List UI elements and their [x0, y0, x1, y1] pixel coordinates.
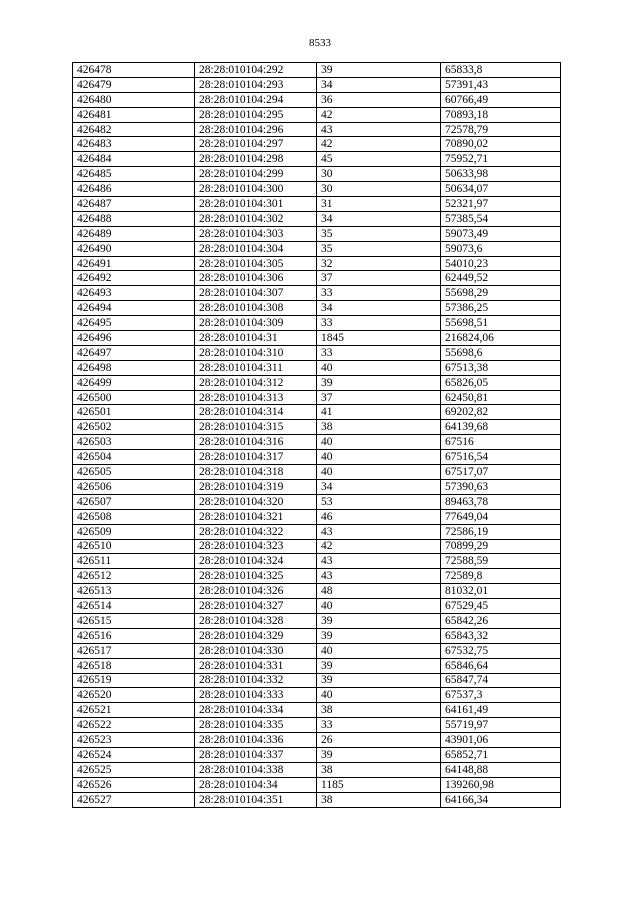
- value-cell: 67517,07: [441, 465, 561, 480]
- value-cell: 89463,78: [441, 494, 561, 509]
- table-row: [73, 92, 561, 107]
- cadastral-number-cell: 28:28:010104:314: [195, 405, 317, 420]
- cadastral-number-cell: 28:28:010104:319: [195, 479, 317, 494]
- value-cell: 60766,49: [441, 92, 561, 107]
- value-cell: 62450,81: [441, 390, 561, 405]
- table-row: [73, 673, 561, 688]
- row-id-cell: 426505: [73, 465, 195, 480]
- value-cell: 72586,19: [441, 524, 561, 539]
- row-id-cell: 426496: [73, 331, 195, 346]
- area-cell: 43: [317, 569, 441, 584]
- area-cell: 37: [317, 390, 441, 405]
- table-row: [73, 360, 561, 375]
- value-cell: 67516,54: [441, 450, 561, 465]
- cadastral-number-cell: 28:28:010104:31: [195, 331, 317, 346]
- cadastral-number-cell: 28:28:010104:300: [195, 182, 317, 197]
- area-cell: 42: [317, 137, 441, 152]
- row-id-cell: 426499: [73, 375, 195, 390]
- value-cell: 67537,3: [441, 688, 561, 703]
- row-id-cell: 426481: [73, 107, 195, 122]
- cadastral-number-cell: 28:28:010104:292: [195, 63, 317, 78]
- cadastral-number-cell: 28:28:010104:306: [195, 271, 317, 286]
- row-id-cell: 426484: [73, 152, 195, 167]
- row-id-cell: 426488: [73, 211, 195, 226]
- area-cell: 37: [317, 271, 441, 286]
- cadastral-number-cell: 28:28:010104:335: [195, 718, 317, 733]
- cadastral-number-cell: 28:28:010104:295: [195, 107, 317, 122]
- table-row: [73, 479, 561, 494]
- table-row: [73, 137, 561, 152]
- table-row: [73, 271, 561, 286]
- value-cell: 139260,98: [441, 777, 561, 792]
- value-cell: 72589,8: [441, 569, 561, 584]
- row-id-cell: 426492: [73, 271, 195, 286]
- value-cell: 50633,98: [441, 167, 561, 182]
- area-cell: 46: [317, 509, 441, 524]
- table-row: [73, 747, 561, 762]
- value-cell: 57386,25: [441, 301, 561, 316]
- cadastral-number-cell: 28:28:010104:329: [195, 628, 317, 643]
- cadastral-number-cell: 28:28:010104:305: [195, 256, 317, 271]
- value-cell: 72578,79: [441, 122, 561, 137]
- cadastral-number-cell: 28:28:010104:298: [195, 152, 317, 167]
- cadastral-number-cell: 28:28:010104:293: [195, 77, 317, 92]
- table-row: [73, 405, 561, 420]
- value-cell: 57385,54: [441, 211, 561, 226]
- row-id-cell: 426483: [73, 137, 195, 152]
- area-cell: 39: [317, 63, 441, 78]
- table-row: [73, 77, 561, 92]
- value-cell: 70890,02: [441, 137, 561, 152]
- row-id-cell: 426524: [73, 747, 195, 762]
- table-row: [73, 197, 561, 212]
- table-row: [73, 256, 561, 271]
- table-row: [73, 465, 561, 480]
- value-cell: 59073,6: [441, 241, 561, 256]
- area-cell: 39: [317, 747, 441, 762]
- value-cell: 70899,29: [441, 539, 561, 554]
- value-cell: 55698,6: [441, 345, 561, 360]
- cadastral-number-cell: 28:28:010104:311: [195, 360, 317, 375]
- area-cell: 40: [317, 360, 441, 375]
- cadastral-number-cell: 28:28:010104:310: [195, 345, 317, 360]
- value-cell: 69202,82: [441, 405, 561, 420]
- area-cell: 43: [317, 524, 441, 539]
- area-cell: 34: [317, 479, 441, 494]
- row-id-cell: 426509: [73, 524, 195, 539]
- row-id-cell: 426522: [73, 718, 195, 733]
- table-row: [73, 777, 561, 792]
- table-row: [73, 584, 561, 599]
- row-id-cell: 426526: [73, 777, 195, 792]
- cadastral-number-cell: 28:28:010104:315: [195, 420, 317, 435]
- cadastral-number-cell: 28:28:010104:332: [195, 673, 317, 688]
- cadastral-number-cell: 28:28:010104:351: [195, 792, 317, 807]
- cadastral-number-cell: 28:28:010104:323: [195, 539, 317, 554]
- value-cell: 55719,97: [441, 718, 561, 733]
- area-cell: 38: [317, 703, 441, 718]
- value-cell: 64161,49: [441, 703, 561, 718]
- row-id-cell: 426507: [73, 494, 195, 509]
- area-cell: 38: [317, 420, 441, 435]
- row-id-cell: 426512: [73, 569, 195, 584]
- row-id-cell: 426490: [73, 241, 195, 256]
- table-row: [73, 733, 561, 748]
- cadastral-number-cell: 28:28:010104:324: [195, 554, 317, 569]
- cadastral-number-cell: 28:28:010104:303: [195, 226, 317, 241]
- value-cell: 62449,52: [441, 271, 561, 286]
- value-cell: 65843,32: [441, 628, 561, 643]
- row-id-cell: 426511: [73, 554, 195, 569]
- value-cell: 54010,23: [441, 256, 561, 271]
- cadastral-number-cell: 28:28:010104:336: [195, 733, 317, 748]
- row-id-cell: 426513: [73, 584, 195, 599]
- row-id-cell: 426520: [73, 688, 195, 703]
- cadastral-number-cell: 28:28:010104:317: [195, 450, 317, 465]
- area-cell: 42: [317, 539, 441, 554]
- row-id-cell: 426491: [73, 256, 195, 271]
- row-id-cell: 426508: [73, 509, 195, 524]
- table-row: [73, 152, 561, 167]
- row-id-cell: 426525: [73, 762, 195, 777]
- cadastral-number-cell: 28:28:010104:334: [195, 703, 317, 718]
- cadastral-number-cell: 28:28:010104:299: [195, 167, 317, 182]
- cadastral-number-cell: 28:28:010104:327: [195, 599, 317, 614]
- table-row: [73, 494, 561, 509]
- value-cell: 65847,74: [441, 673, 561, 688]
- cadastral-number-cell: 28:28:010104:318: [195, 465, 317, 480]
- table-row: [73, 658, 561, 673]
- row-id-cell: 426504: [73, 450, 195, 465]
- table-row: [73, 628, 561, 643]
- area-cell: 43: [317, 554, 441, 569]
- value-cell: 65852,71: [441, 747, 561, 762]
- cadastral-number-cell: 28:28:010104:316: [195, 435, 317, 450]
- table-row: [73, 420, 561, 435]
- value-cell: 67516: [441, 435, 561, 450]
- value-cell: 216824,06: [441, 331, 561, 346]
- area-cell: 39: [317, 375, 441, 390]
- cadastral-number-cell: 28:28:010104:313: [195, 390, 317, 405]
- area-cell: 38: [317, 762, 441, 777]
- area-cell: 39: [317, 658, 441, 673]
- area-cell: 33: [317, 718, 441, 733]
- page-number: 8533: [309, 37, 331, 49]
- table-row: [73, 599, 561, 614]
- area-cell: 36: [317, 92, 441, 107]
- area-cell: 40: [317, 465, 441, 480]
- row-id-cell: 426516: [73, 628, 195, 643]
- area-cell: 43: [317, 122, 441, 137]
- row-id-cell: 426495: [73, 316, 195, 331]
- table-row: [73, 241, 561, 256]
- table-row: [73, 703, 561, 718]
- area-cell: 35: [317, 226, 441, 241]
- area-cell: 1185: [317, 777, 441, 792]
- row-id-cell: 426518: [73, 658, 195, 673]
- row-id-cell: 426494: [73, 301, 195, 316]
- row-id-cell: 426480: [73, 92, 195, 107]
- row-id-cell: 426489: [73, 226, 195, 241]
- table-row: [73, 688, 561, 703]
- value-cell: 67513,38: [441, 360, 561, 375]
- area-cell: 48: [317, 584, 441, 599]
- area-cell: 32: [317, 256, 441, 271]
- table-row: [73, 613, 561, 628]
- area-cell: 40: [317, 688, 441, 703]
- row-id-cell: 426478: [73, 63, 195, 78]
- cadastral-number-cell: 28:28:010104:308: [195, 301, 317, 316]
- table-row: [73, 316, 561, 331]
- area-cell: 41: [317, 405, 441, 420]
- value-cell: 65833,8: [441, 63, 561, 78]
- area-cell: 33: [317, 316, 441, 331]
- value-cell: 64139,68: [441, 420, 561, 435]
- value-cell: 65842,26: [441, 613, 561, 628]
- table-row: [73, 390, 561, 405]
- row-id-cell: 426514: [73, 599, 195, 614]
- table-body: [73, 63, 561, 808]
- row-id-cell: 426482: [73, 122, 195, 137]
- table-row: [73, 167, 561, 182]
- area-cell: 45: [317, 152, 441, 167]
- table-row: [73, 63, 561, 78]
- row-id-cell: 426486: [73, 182, 195, 197]
- value-cell: 64166,34: [441, 792, 561, 807]
- value-cell: 52321,97: [441, 197, 561, 212]
- area-cell: 40: [317, 599, 441, 614]
- table-row: [73, 539, 561, 554]
- area-cell: 31: [317, 197, 441, 212]
- row-id-cell: 426527: [73, 792, 195, 807]
- area-cell: 39: [317, 673, 441, 688]
- value-cell: 65826,05: [441, 375, 561, 390]
- area-cell: 40: [317, 450, 441, 465]
- row-id-cell: 426487: [73, 197, 195, 212]
- table-row: [73, 107, 561, 122]
- cadastral-number-cell: 28:28:010104:320: [195, 494, 317, 509]
- value-cell: 67532,75: [441, 643, 561, 658]
- cadastral-number-cell: 28:28:010104:304: [195, 241, 317, 256]
- area-cell: 30: [317, 167, 441, 182]
- row-id-cell: 426501: [73, 405, 195, 420]
- value-cell: 43901,06: [441, 733, 561, 748]
- value-cell: 55698,51: [441, 316, 561, 331]
- value-cell: 59073,49: [441, 226, 561, 241]
- row-id-cell: 426506: [73, 479, 195, 494]
- cadastral-number-cell: 28:28:010104:309: [195, 316, 317, 331]
- table-row: [73, 301, 561, 316]
- row-id-cell: 426517: [73, 643, 195, 658]
- area-cell: 26: [317, 733, 441, 748]
- table-row: [73, 122, 561, 137]
- row-id-cell: 426519: [73, 673, 195, 688]
- cadastral-number-cell: 28:28:010104:321: [195, 509, 317, 524]
- cadastral-number-cell: 28:28:010104:301: [195, 197, 317, 212]
- area-cell: 33: [317, 345, 441, 360]
- row-id-cell: 426503: [73, 435, 195, 450]
- value-cell: 67529,45: [441, 599, 561, 614]
- table-row: [73, 286, 561, 301]
- table-row: [73, 331, 561, 346]
- cadastral-number-cell: 28:28:010104:302: [195, 211, 317, 226]
- area-cell: 30: [317, 182, 441, 197]
- value-cell: 55698,29: [441, 286, 561, 301]
- table-row: [73, 643, 561, 658]
- cadastral-number-cell: 28:28:010104:326: [195, 584, 317, 599]
- table-row: [73, 554, 561, 569]
- table-row: [73, 450, 561, 465]
- cadastral-number-cell: 28:28:010104:338: [195, 762, 317, 777]
- table-row: [73, 345, 561, 360]
- area-cell: 39: [317, 613, 441, 628]
- cadastral-number-cell: 28:28:010104:312: [195, 375, 317, 390]
- cadastral-number-cell: 28:28:010104:333: [195, 688, 317, 703]
- area-cell: 53: [317, 494, 441, 509]
- value-cell: 50634,07: [441, 182, 561, 197]
- cadastral-number-cell: 28:28:010104:325: [195, 569, 317, 584]
- value-cell: 57391,43: [441, 77, 561, 92]
- table-row: [73, 569, 561, 584]
- table-row: [73, 524, 561, 539]
- value-cell: 81032,01: [441, 584, 561, 599]
- row-id-cell: 426502: [73, 420, 195, 435]
- table-row: [73, 509, 561, 524]
- area-cell: 40: [317, 435, 441, 450]
- value-cell: 70893,18: [441, 107, 561, 122]
- table-row: [73, 792, 561, 807]
- value-cell: 57390,63: [441, 479, 561, 494]
- table-row: [73, 718, 561, 733]
- area-cell: 35: [317, 241, 441, 256]
- table-row: [73, 226, 561, 241]
- table-row: [73, 375, 561, 390]
- area-cell: 33: [317, 286, 441, 301]
- data-table: [72, 62, 561, 808]
- row-id-cell: 426515: [73, 613, 195, 628]
- value-cell: 72588,59: [441, 554, 561, 569]
- table-row: [73, 182, 561, 197]
- cadastral-number-cell: 28:28:010104:331: [195, 658, 317, 673]
- area-cell: 42: [317, 107, 441, 122]
- cadastral-number-cell: 28:28:010104:34: [195, 777, 317, 792]
- row-id-cell: 426497: [73, 345, 195, 360]
- cadastral-number-cell: 28:28:010104:322: [195, 524, 317, 539]
- area-cell: 38: [317, 792, 441, 807]
- area-cell: 34: [317, 301, 441, 316]
- table-row: [73, 211, 561, 226]
- area-cell: 1845: [317, 331, 441, 346]
- area-cell: 34: [317, 77, 441, 92]
- row-id-cell: 426493: [73, 286, 195, 301]
- row-id-cell: 426521: [73, 703, 195, 718]
- row-id-cell: 426500: [73, 390, 195, 405]
- value-cell: 65846,64: [441, 658, 561, 673]
- cadastral-number-cell: 28:28:010104:328: [195, 613, 317, 628]
- row-id-cell: 426510: [73, 539, 195, 554]
- row-id-cell: 426479: [73, 77, 195, 92]
- value-cell: 64148,88: [441, 762, 561, 777]
- area-cell: 40: [317, 643, 441, 658]
- row-id-cell: 426485: [73, 167, 195, 182]
- value-cell: 77649,04: [441, 509, 561, 524]
- table-row: [73, 762, 561, 777]
- cadastral-number-cell: 28:28:010104:296: [195, 122, 317, 137]
- area-cell: 39: [317, 628, 441, 643]
- cadastral-number-cell: 28:28:010104:307: [195, 286, 317, 301]
- cadastral-number-cell: 28:28:010104:297: [195, 137, 317, 152]
- area-cell: 34: [317, 211, 441, 226]
- row-id-cell: 426523: [73, 733, 195, 748]
- cadastral-number-cell: 28:28:010104:337: [195, 747, 317, 762]
- cadastral-number-cell: 28:28:010104:330: [195, 643, 317, 658]
- table-row: [73, 435, 561, 450]
- row-id-cell: 426498: [73, 360, 195, 375]
- cadastral-number-cell: 28:28:010104:294: [195, 92, 317, 107]
- value-cell: 75952,71: [441, 152, 561, 167]
